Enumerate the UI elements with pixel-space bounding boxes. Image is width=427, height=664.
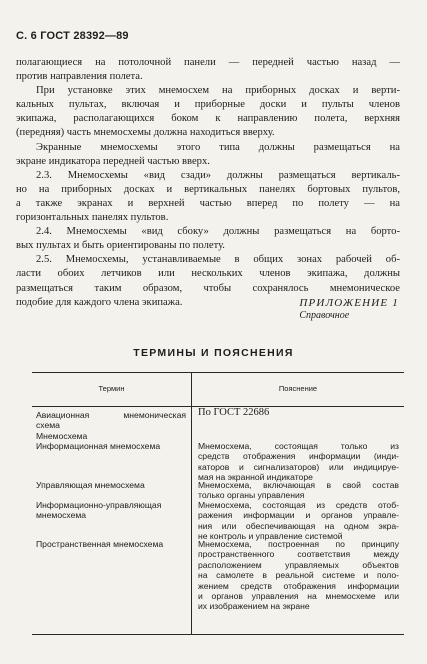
table-row-explanation (198, 408, 399, 418)
body-line: размещаться таким образом, чтобы сохранялось мнемоническое (16, 282, 400, 294)
table-column-divider (191, 372, 192, 634)
section-title: ТЕРМИНЫ И ПОЯСНЕНИЯ (133, 347, 294, 359)
table-row-explanation (198, 441, 399, 483)
column-header-term: Термин (98, 384, 125, 393)
explanation-line: и органов управления на мнемосхеме или (198, 591, 399, 602)
body-line: подобие для каждого члена экипажа. (16, 296, 183, 308)
explanation-line: жением средств отображения информации (198, 580, 399, 591)
table-row-term (36, 500, 186, 521)
explanation-line: ражения информации и органов управле- (198, 510, 399, 521)
body-line: но на приборных досках и вертикальных панелях бортовых пультов, (16, 183, 400, 195)
table-row-term (36, 480, 186, 490)
explanation-line: не контроль и управление системой (198, 531, 343, 542)
term-line: Мнемосхема (36, 431, 88, 441)
body-line: вых пультах и быть ориентированы по полету. (16, 240, 225, 252)
appendix-subtitle: Справочное (299, 310, 350, 321)
term-line: Информационно-управляющая (36, 500, 162, 510)
page-header: С. 6 ГОСТ 28392—89 (16, 30, 129, 42)
table-bottom-rule (32, 634, 404, 635)
body-line: кальных пультах, включая и приборные доски и пульты членов (16, 99, 400, 111)
term-line: Управляющая мнемосхема (36, 480, 145, 490)
explanation-line: средств отображения информации (инди- (198, 451, 399, 462)
body-line: а также экранах и верхней частью вперед по полету — на (16, 197, 400, 209)
explanation-line: Мнемосхема, построенная по принципу (198, 539, 399, 549)
body-line: горизонтальных панелях пультов. (16, 212, 169, 224)
explanation-line: По ГОСТ 22686 (198, 407, 270, 418)
appendix-title: ПРИЛОЖЕНИЕ 1 (299, 297, 399, 309)
explanation-line: мая на экранной индикаторе (198, 472, 313, 483)
explanation-line: только органы управления (198, 490, 305, 501)
term-line: Пространственная мнемосхема (36, 539, 164, 549)
body-line: При установке этих мнемосхем на приборных досках и верти- (36, 85, 400, 97)
body-text (16, 56, 400, 310)
term-line: Авиационная мнемоническая (36, 410, 186, 420)
explanation-line: Мнемосхема, включающая в свой состав (198, 480, 399, 490)
table-row-term (36, 441, 186, 451)
body-line: 2.3. Мнемосхемы «вид сзади» должны размещаться вертикаль- (36, 169, 400, 181)
explanation-line: их изображением на экране (198, 601, 310, 612)
column-header-explanation: Пояснение (278, 384, 318, 393)
body-line: Экранные мнемосхемы этого типа должны размещаться на (36, 141, 400, 153)
term-line: Информационная мнемосхема (36, 441, 161, 451)
explanation-line: Мнемосхема, состоящая только из (198, 441, 399, 451)
table-row-explanation (198, 480, 399, 501)
term-line: схема (36, 420, 60, 431)
body-line: 2.5. Мнемосхемы, устанавливаемые в общих зонах рабочей об- (36, 254, 400, 266)
body-line: экипажа, располагающихся боком к направлению полета, верхняя (16, 113, 400, 125)
body-line: экране индикатора передней частью вверх. (16, 155, 210, 167)
explanation-line: на самолете в реальной системе и поло- (198, 570, 399, 581)
body-line: против направления полета. (16, 71, 143, 83)
term-line: мнемосхема (36, 510, 87, 521)
body-line: ласти обоих летчиков или нескольких членов экипажа, должны (16, 268, 400, 280)
table-row-explanation (198, 500, 399, 542)
explanation-line: Мнемосхема, состоящая из средств отоб- (198, 500, 399, 510)
table-row-term (36, 410, 186, 431)
body-line: (передняя) часть мнемосхемы должна находиться вверху. (16, 127, 275, 139)
appendix-heading (299, 297, 399, 321)
table-top-rule (32, 372, 404, 373)
explanation-line: пространственного соответствия между (198, 549, 399, 560)
explanation-line: ния или обеспечивающая на одном экра- (198, 520, 399, 531)
table-row-term (36, 539, 186, 549)
explanation-line: расположением управляемых объектов (198, 559, 399, 570)
terms-table (32, 372, 404, 634)
explanation-line: каторов и сигнализаторов) или индицируе- (198, 461, 399, 472)
table-row-explanation (198, 539, 399, 612)
body-line: 2.4. Мнемосхемы «вид сбоку» должны размещаться на борто- (36, 226, 400, 238)
body-line: полагающиеся на потолочной панели — передней частью назад — (16, 57, 400, 68)
table-row-term (36, 431, 186, 441)
